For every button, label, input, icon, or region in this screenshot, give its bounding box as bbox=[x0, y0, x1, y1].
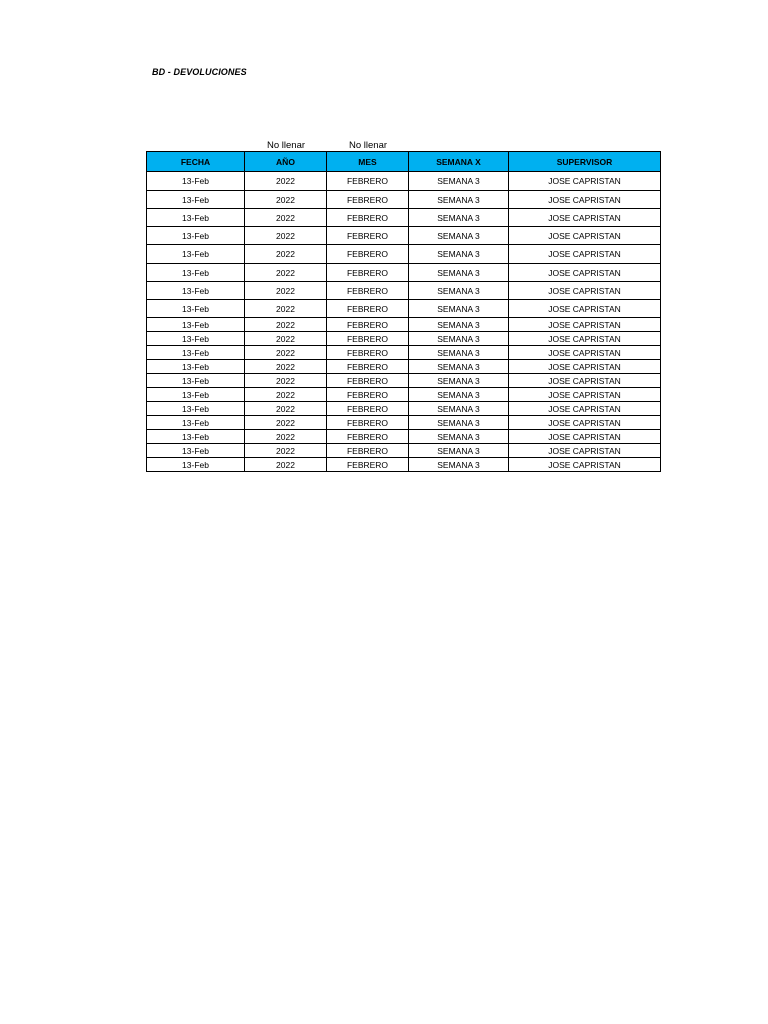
cell-fecha: 13-Feb bbox=[147, 402, 245, 416]
cell-supervisor: JOSE CAPRISTAN bbox=[509, 346, 661, 360]
cell-mes: FEBRERO bbox=[327, 227, 409, 245]
cell-fecha: 13-Feb bbox=[147, 318, 245, 332]
cell-semana: SEMANA 3 bbox=[409, 332, 509, 346]
cell-mes: FEBRERO bbox=[327, 264, 409, 282]
cell-anio: 2022 bbox=[245, 300, 327, 318]
cell-mes: FEBRERO bbox=[327, 346, 409, 360]
cell-supervisor: JOSE CAPRISTAN bbox=[509, 191, 661, 209]
cell-mes: FEBRERO bbox=[327, 245, 409, 264]
table-row bbox=[147, 458, 661, 472]
table-row bbox=[147, 374, 661, 388]
cell-anio: 2022 bbox=[245, 318, 327, 332]
cell-supervisor: JOSE CAPRISTAN bbox=[509, 416, 661, 430]
cell-mes: FEBRERO bbox=[327, 191, 409, 209]
table-row bbox=[147, 360, 661, 374]
cell-mes: FEBRERO bbox=[327, 209, 409, 227]
cell-fecha: 13-Feb bbox=[147, 332, 245, 346]
cell-supervisor: JOSE CAPRISTAN bbox=[509, 264, 661, 282]
cell-anio: 2022 bbox=[245, 402, 327, 416]
cell-semana: SEMANA 3 bbox=[409, 430, 509, 444]
cell-supervisor: JOSE CAPRISTAN bbox=[509, 172, 661, 191]
table-row bbox=[147, 300, 661, 318]
table-row bbox=[147, 416, 661, 430]
cell-fecha: 13-Feb bbox=[147, 245, 245, 264]
header-fecha: FECHA bbox=[147, 152, 245, 172]
cell-mes: FEBRERO bbox=[327, 318, 409, 332]
cell-anio: 2022 bbox=[245, 191, 327, 209]
table-row bbox=[147, 172, 661, 191]
cell-anio: 2022 bbox=[245, 416, 327, 430]
cell-mes: FEBRERO bbox=[327, 282, 409, 300]
cell-mes: FEBRERO bbox=[327, 172, 409, 191]
table-body bbox=[147, 172, 661, 472]
cell-supervisor: JOSE CAPRISTAN bbox=[509, 388, 661, 402]
cell-anio: 2022 bbox=[245, 458, 327, 472]
cell-fecha: 13-Feb bbox=[147, 458, 245, 472]
cell-supervisor: JOSE CAPRISTAN bbox=[509, 245, 661, 264]
table-row bbox=[147, 245, 661, 264]
cell-semana: SEMANA 3 bbox=[409, 191, 509, 209]
cell-semana: SEMANA 3 bbox=[409, 388, 509, 402]
cell-mes: FEBRERO bbox=[327, 430, 409, 444]
cell-fecha: 13-Feb bbox=[147, 264, 245, 282]
table-row bbox=[147, 264, 661, 282]
cell-supervisor: JOSE CAPRISTAN bbox=[509, 227, 661, 245]
cell-mes: FEBRERO bbox=[327, 332, 409, 346]
cell-anio: 2022 bbox=[245, 430, 327, 444]
cell-semana: SEMANA 3 bbox=[409, 172, 509, 191]
cell-supervisor: JOSE CAPRISTAN bbox=[509, 430, 661, 444]
cell-anio: 2022 bbox=[245, 388, 327, 402]
cell-supervisor: JOSE CAPRISTAN bbox=[509, 402, 661, 416]
cell-semana: SEMANA 3 bbox=[409, 346, 509, 360]
cell-semana: SEMANA 3 bbox=[409, 402, 509, 416]
cell-fecha: 13-Feb bbox=[147, 388, 245, 402]
cell-fecha: 13-Feb bbox=[147, 346, 245, 360]
table-row bbox=[147, 430, 661, 444]
table-row bbox=[147, 227, 661, 245]
cell-fecha: 13-Feb bbox=[147, 416, 245, 430]
cell-anio: 2022 bbox=[245, 360, 327, 374]
cell-semana: SEMANA 3 bbox=[409, 300, 509, 318]
cell-supervisor: JOSE CAPRISTAN bbox=[509, 332, 661, 346]
note-anio: No llenar bbox=[267, 140, 306, 151]
note-mes: No llenar bbox=[349, 140, 388, 151]
cell-fecha: 13-Feb bbox=[147, 300, 245, 318]
cell-anio: 2022 bbox=[245, 282, 327, 300]
cell-anio: 2022 bbox=[245, 245, 327, 264]
cell-semana: SEMANA 3 bbox=[409, 227, 509, 245]
cell-supervisor: JOSE CAPRISTAN bbox=[509, 458, 661, 472]
header-anio: AÑO bbox=[245, 152, 327, 172]
cell-fecha: 13-Feb bbox=[147, 227, 245, 245]
table-row bbox=[147, 332, 661, 346]
cell-mes: FEBRERO bbox=[327, 300, 409, 318]
cell-fecha: 13-Feb bbox=[147, 430, 245, 444]
cell-semana: SEMANA 3 bbox=[409, 458, 509, 472]
cell-semana: SEMANA 3 bbox=[409, 374, 509, 388]
cell-supervisor: JOSE CAPRISTAN bbox=[509, 444, 661, 458]
cell-semana: SEMANA 3 bbox=[409, 282, 509, 300]
cell-fecha: 13-Feb bbox=[147, 172, 245, 191]
cell-anio: 2022 bbox=[245, 172, 327, 191]
cell-mes: FEBRERO bbox=[327, 416, 409, 430]
cell-fecha: 13-Feb bbox=[147, 191, 245, 209]
cell-supervisor: JOSE CAPRISTAN bbox=[509, 282, 661, 300]
cell-supervisor: JOSE CAPRISTAN bbox=[509, 300, 661, 318]
cell-mes: FEBRERO bbox=[327, 444, 409, 458]
cell-anio: 2022 bbox=[245, 346, 327, 360]
cell-semana: SEMANA 3 bbox=[409, 318, 509, 332]
cell-semana: SEMANA 3 bbox=[409, 264, 509, 282]
cell-mes: FEBRERO bbox=[327, 388, 409, 402]
table-row bbox=[147, 444, 661, 458]
cell-mes: FEBRERO bbox=[327, 374, 409, 388]
cell-anio: 2022 bbox=[245, 209, 327, 227]
header-supervisor: SUPERVISOR bbox=[509, 152, 661, 172]
table-row bbox=[147, 388, 661, 402]
cell-anio: 2022 bbox=[245, 264, 327, 282]
table-row bbox=[147, 282, 661, 300]
cell-anio: 2022 bbox=[245, 227, 327, 245]
header-semana: SEMANA X bbox=[409, 152, 509, 172]
cell-supervisor: JOSE CAPRISTAN bbox=[509, 360, 661, 374]
cell-fecha: 13-Feb bbox=[147, 282, 245, 300]
devoluciones-table bbox=[146, 151, 661, 472]
cell-semana: SEMANA 3 bbox=[409, 209, 509, 227]
cell-semana: SEMANA 3 bbox=[409, 245, 509, 264]
table-row bbox=[147, 402, 661, 416]
cell-mes: FEBRERO bbox=[327, 458, 409, 472]
cell-fecha: 13-Feb bbox=[147, 360, 245, 374]
table-row bbox=[147, 346, 661, 360]
header-row bbox=[147, 152, 661, 172]
cell-supervisor: JOSE CAPRISTAN bbox=[509, 318, 661, 332]
table-row bbox=[147, 191, 661, 209]
cell-semana: SEMANA 3 bbox=[409, 416, 509, 430]
cell-mes: FEBRERO bbox=[327, 402, 409, 416]
header-mes: MES bbox=[327, 152, 409, 172]
cell-anio: 2022 bbox=[245, 444, 327, 458]
cell-mes: FEBRERO bbox=[327, 360, 409, 374]
cell-fecha: 13-Feb bbox=[147, 444, 245, 458]
cell-fecha: 13-Feb bbox=[147, 209, 245, 227]
cell-supervisor: JOSE CAPRISTAN bbox=[509, 374, 661, 388]
cell-fecha: 13-Feb bbox=[147, 374, 245, 388]
table-row bbox=[147, 318, 661, 332]
cell-semana: SEMANA 3 bbox=[409, 360, 509, 374]
document-title: BD - DEVOLUCIONES bbox=[152, 67, 247, 77]
cell-semana: SEMANA 3 bbox=[409, 444, 509, 458]
table-row bbox=[147, 209, 661, 227]
cell-supervisor: JOSE CAPRISTAN bbox=[509, 209, 661, 227]
cell-anio: 2022 bbox=[245, 332, 327, 346]
cell-anio: 2022 bbox=[245, 374, 327, 388]
